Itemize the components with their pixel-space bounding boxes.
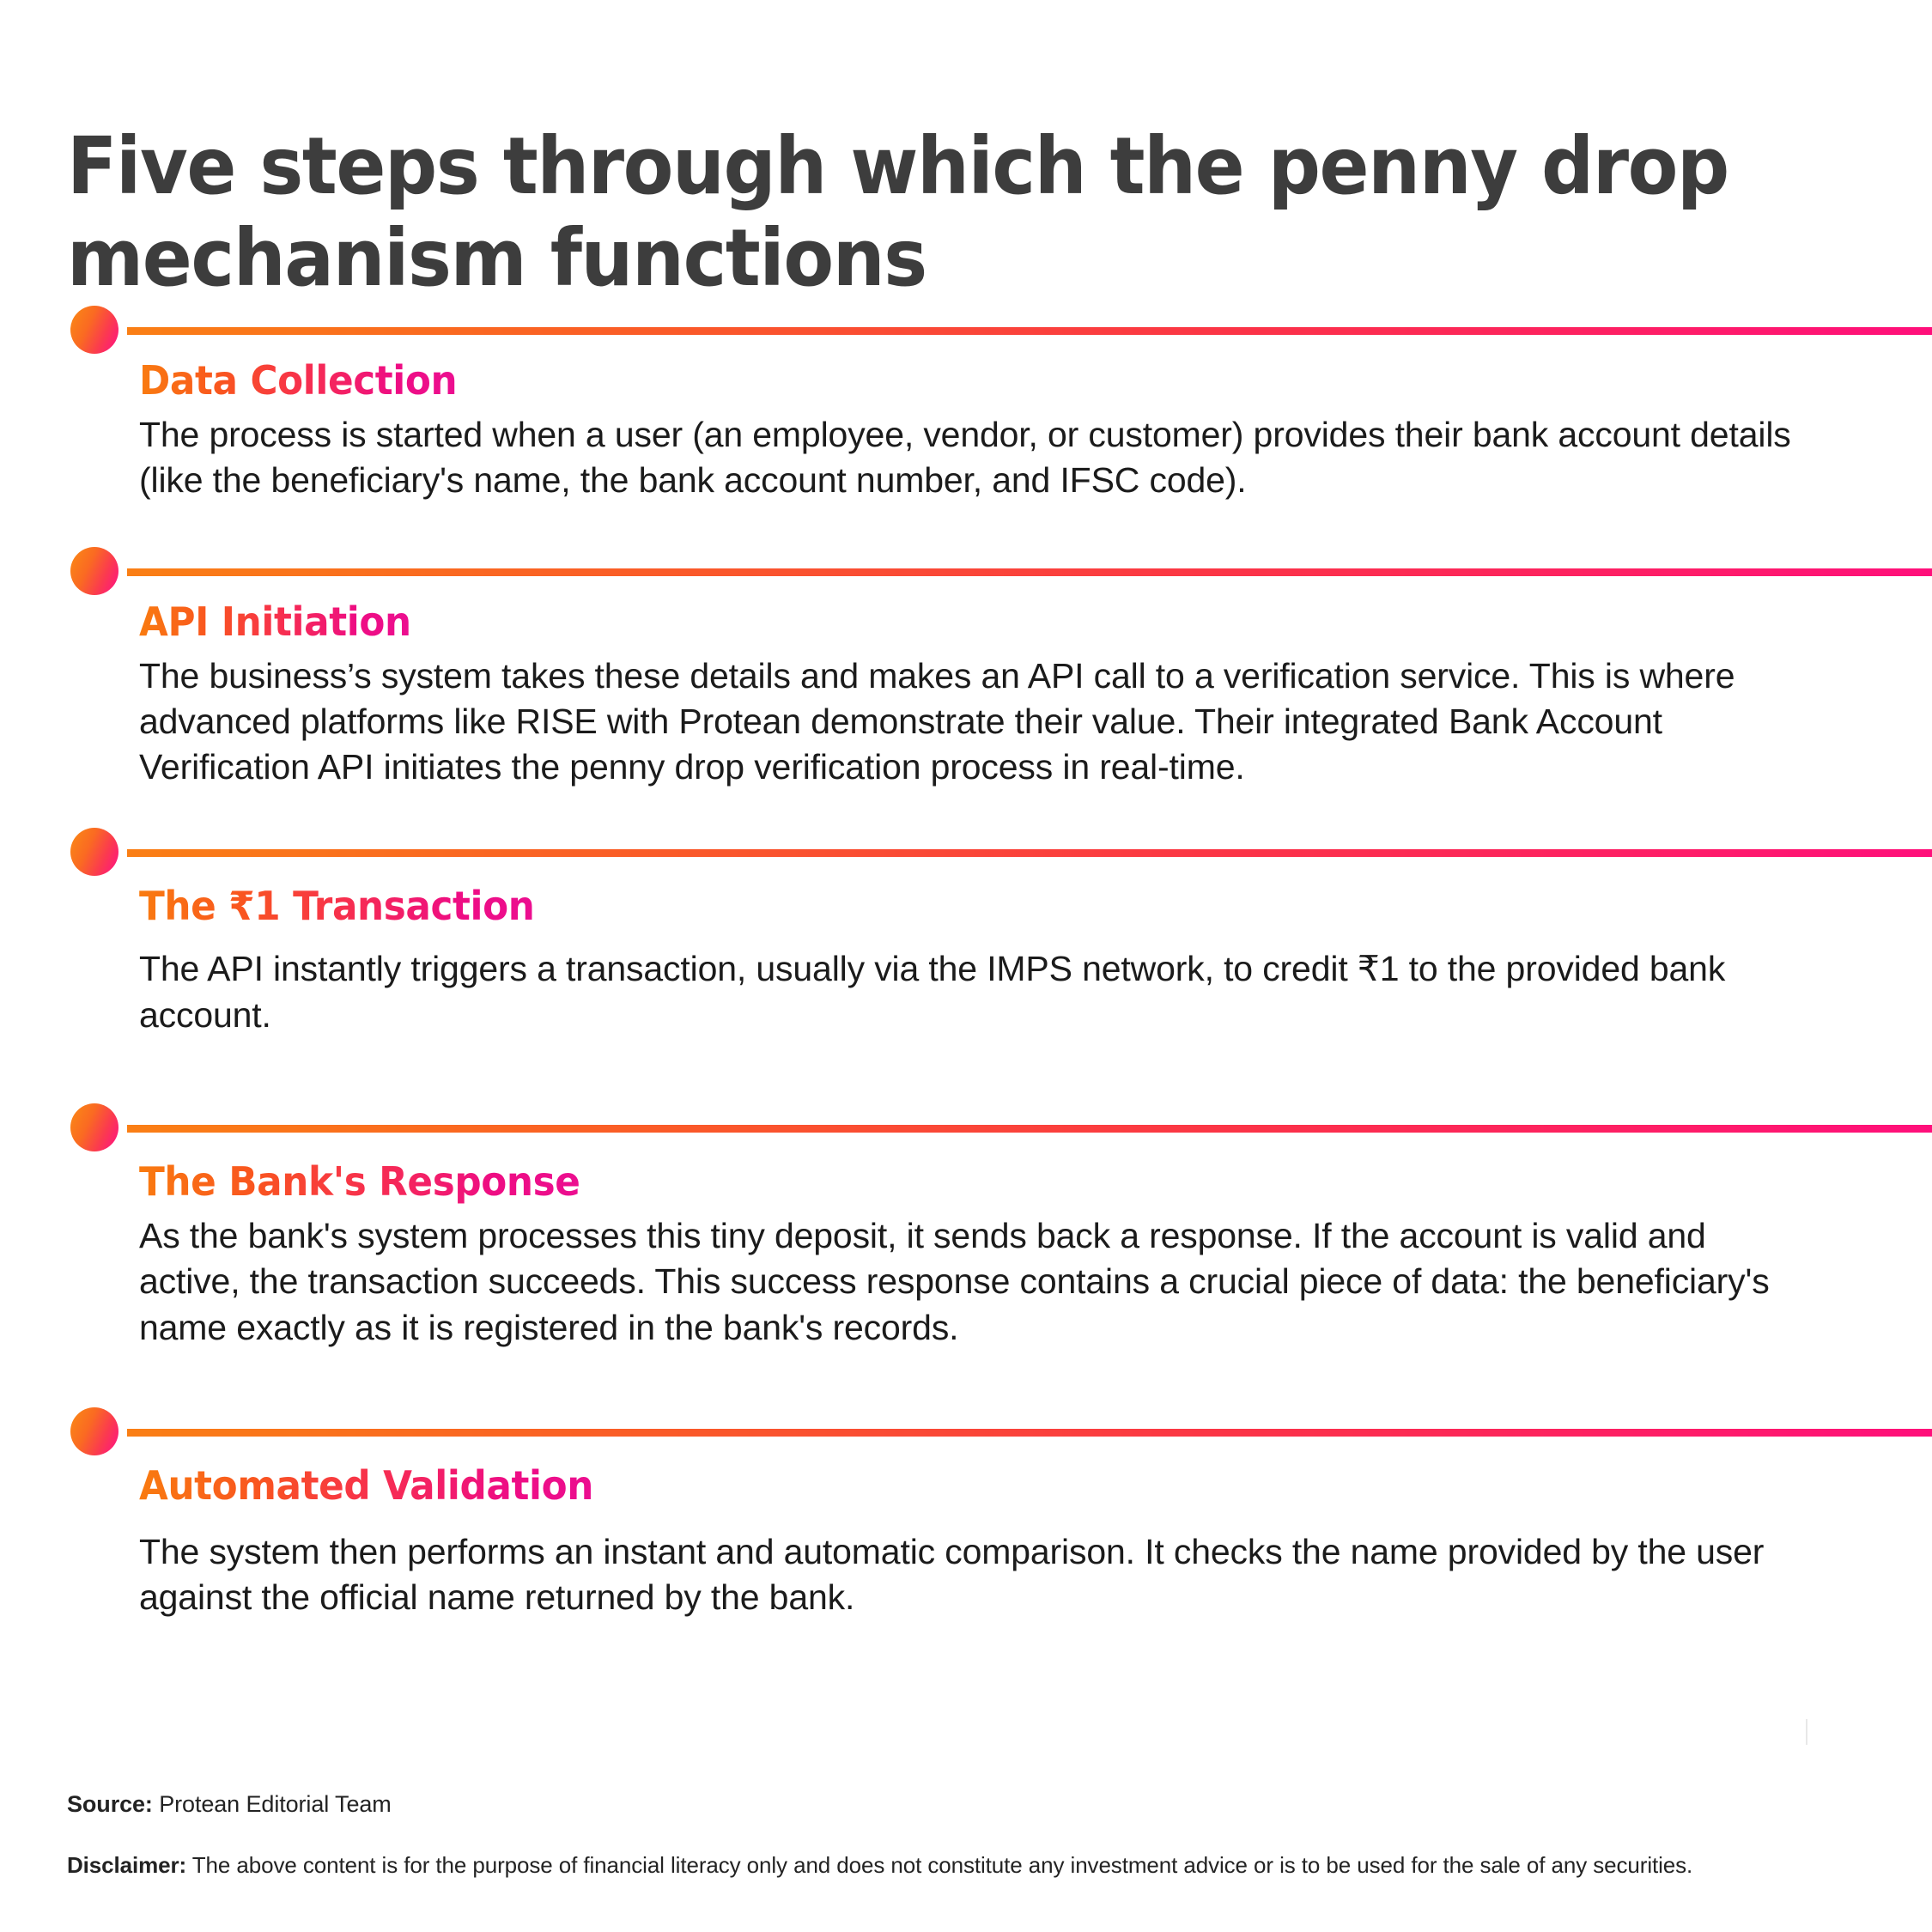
step-title: The Bank's Response [139, 1133, 580, 1205]
page-tick-mark [1806, 1719, 1807, 1745]
step-body [0, 857, 1932, 1038]
step-dot-icon [70, 1407, 118, 1455]
step-description: The system then performs an instant and automatic comparison. It checks the name provided by the user against the official name returned by the bank. [139, 1531, 1765, 1618]
step-description: The business’s system takes these details and makes an API call to a verification service. This is where advanced platforms like RISE with Protean demonstrate their value. Their integrated Bank Account Verification API initiates the penny drop verification process in real-time. [139, 655, 1735, 787]
source-line [67, 1791, 1870, 1818]
step-description: As the bank's system processes this tiny deposit, it sends back a response. If the account is valid and active, the transaction succeeds. This success response contains a crucial piece of data: the beneficiary's name exactly as it is registered in the bank's records. [139, 1216, 1770, 1347]
step-dot-icon [70, 306, 118, 354]
step-rule [0, 847, 1932, 857]
step-rule-line [127, 568, 1932, 576]
step-item [0, 325, 1932, 504]
step-body [0, 335, 1932, 504]
step-rule [0, 1426, 1932, 1437]
step-rule-line [127, 849, 1932, 857]
step-item [0, 847, 1932, 1038]
step-item [0, 1426, 1932, 1621]
step-body [0, 1133, 1932, 1351]
step-body [0, 1437, 1932, 1621]
step-title: Automated Validation [139, 1437, 593, 1509]
page-title: Five steps through which the penny drop mechanism functions [67, 119, 1728, 305]
source-label: Source: [67, 1791, 153, 1817]
step-dot-icon [70, 547, 118, 595]
step-dot-icon [70, 1103, 118, 1151]
step-rule [0, 1122, 1932, 1133]
step-rule [0, 566, 1932, 576]
step-description: The process is started when a user (an employee, vendor, or customer) provides their bank account details (like the beneficiary's name, the bank account number, and IFSC code). [139, 415, 1791, 501]
step-title: API Initiation [139, 576, 411, 645]
disclaimer-value: The above content is for the purpose of financial literacy only and does not constitute any investment advice or is to be used for the sale of any securities. [186, 1852, 1693, 1878]
step-body [0, 576, 1932, 791]
step-title: Data Collection [139, 335, 457, 404]
step-item [0, 1122, 1932, 1351]
steps-list [0, 325, 1932, 1621]
disclaimer-line [67, 1850, 1810, 1880]
footer [67, 1791, 1870, 1880]
step-rule-line [127, 1125, 1932, 1133]
step-title: The ₹1 Transaction [139, 857, 535, 929]
step-rule [0, 325, 1932, 335]
disclaimer-label: Disclaimer: [67, 1852, 187, 1878]
step-rule-line [127, 327, 1932, 335]
source-value: Protean Editorial Team [152, 1791, 392, 1817]
step-description: The API instantly triggers a transaction, usually via the IMPS network, to credit ₹1 to the provided bank account. [139, 949, 1726, 1035]
step-rule-line [127, 1429, 1932, 1437]
step-item [0, 566, 1932, 791]
